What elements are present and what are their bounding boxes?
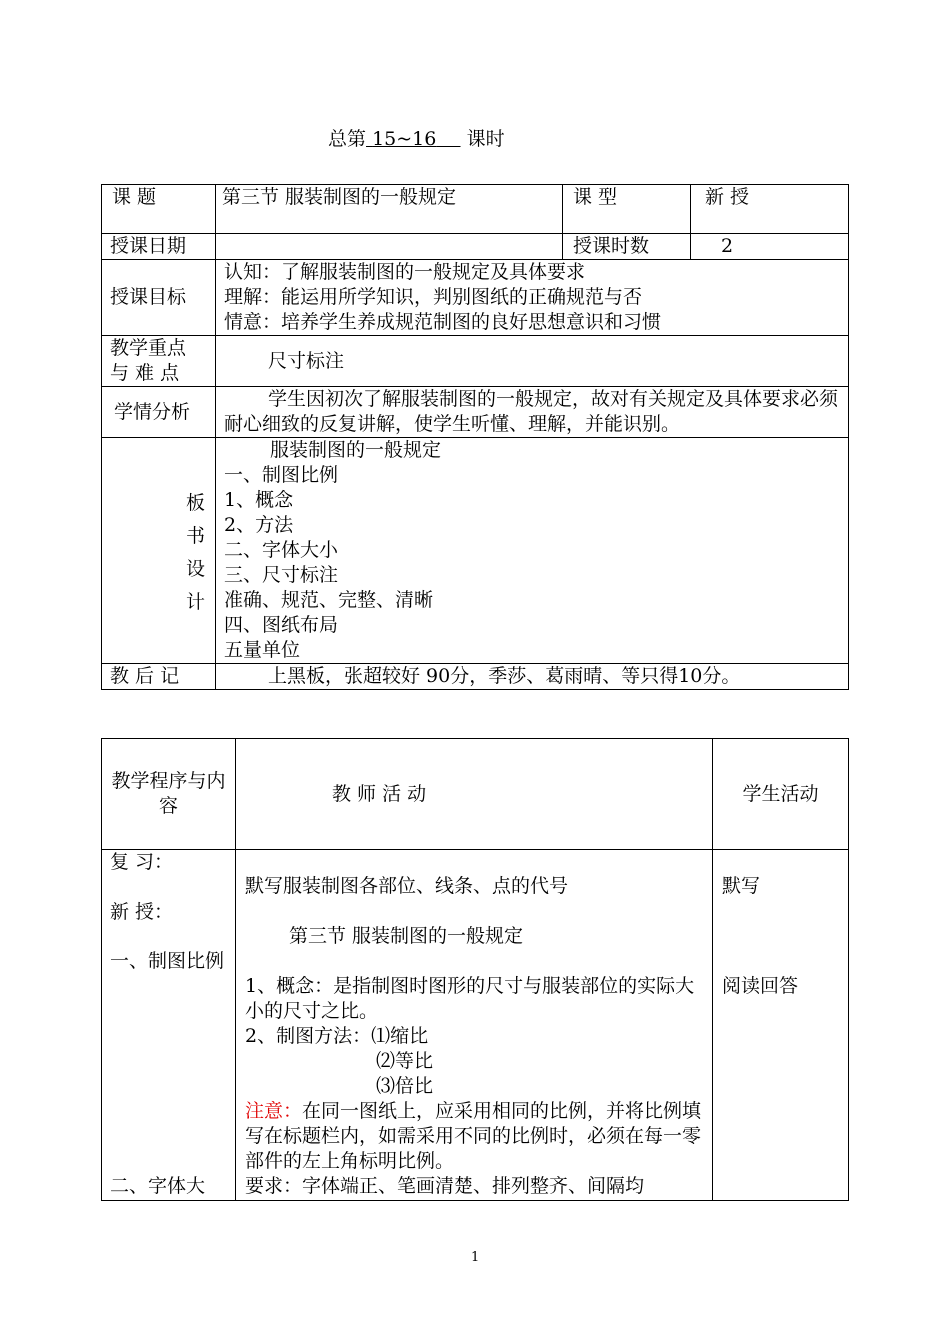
student-activity-cell bbox=[713, 850, 849, 1201]
analysis-label: 学情分析 bbox=[102, 387, 216, 438]
teacher-activity-cell bbox=[236, 850, 713, 1201]
new-lesson-label: 新 授： bbox=[110, 901, 174, 923]
page-number: 1 bbox=[471, 1250, 480, 1265]
procedure-content-cell bbox=[102, 850, 236, 1201]
title-prefix: 总第 bbox=[328, 128, 367, 150]
topic-value: 第三节 服装制图的一般规定 bbox=[216, 185, 563, 234]
topic-label: 课 题 bbox=[102, 185, 216, 234]
title-suffix: 课时 bbox=[466, 128, 505, 150]
board-line: 服装制图的一般规定 bbox=[270, 439, 442, 461]
review-task: 默写服装制图各部位、线条、点的代号 bbox=[245, 875, 569, 897]
date-value bbox=[216, 234, 563, 260]
hours-label: 授课时数 bbox=[563, 234, 691, 260]
board-line: 四、图纸布局 bbox=[224, 614, 339, 636]
note-label: 注意： bbox=[245, 1100, 303, 1122]
board-line: 2、方法 bbox=[224, 514, 294, 536]
goal-understanding: 理解：能运用所学知识，判别图纸的正确规范与否 bbox=[224, 286, 643, 308]
type-value: 新 授 bbox=[691, 185, 849, 234]
key-value: 尺寸标注 bbox=[216, 336, 849, 387]
concept-text: 1、概念：是指制图时图形的尺寸与服装部位的实际大小的尺寸之比。 bbox=[245, 975, 695, 1022]
review-label: 复 习： bbox=[110, 851, 174, 873]
student-read-answer: 阅读回答 bbox=[722, 975, 799, 997]
after-label: 教 后 记 bbox=[102, 664, 216, 690]
board-line: 五量单位 bbox=[224, 639, 301, 661]
note-paragraph bbox=[245, 1099, 707, 1174]
goal-label: 授课目标 bbox=[102, 260, 216, 336]
student-activity-header: 学生活动 bbox=[713, 739, 849, 850]
lesson-plan-table bbox=[101, 184, 849, 690]
scale-label: 一、制图比例 bbox=[110, 950, 225, 972]
font-size-label: 二、字体大 bbox=[110, 1175, 206, 1197]
procedure-table bbox=[101, 738, 849, 1201]
board-line: 三、尺寸标注 bbox=[224, 564, 339, 586]
board-line: 二、字体大小 bbox=[224, 539, 339, 561]
hours-value: 2 bbox=[691, 234, 849, 260]
date-label: 授课日期 bbox=[102, 234, 216, 260]
procedure-header: 教学程序与内容 bbox=[102, 739, 236, 850]
board-line: 1、概念 bbox=[224, 489, 294, 511]
student-dictation: 默写 bbox=[722, 875, 761, 897]
goal-affective: 情意：培养学生养成规范制图的良好思想意识和习惯 bbox=[224, 311, 662, 333]
lesson-count-title bbox=[328, 124, 505, 151]
board-design-cell bbox=[216, 438, 849, 664]
method-2: ⑵等比 bbox=[376, 1050, 434, 1072]
analysis-value: 学生因初次了解服装制图的一般规定，故对有关规定及具体要求必须耐心细致的反复讲解，使学生听懂、理解，并能识别。 bbox=[216, 387, 849, 438]
teacher-activity-header: 教 师 活 动 bbox=[236, 739, 713, 850]
board-label: 板 书 设 计 bbox=[102, 438, 216, 664]
note-text: 在同一图纸上，应采用相同的比例，并将比例填写在标题栏内，如需采用不同的比例时，必须在每一零部件的左上角标明比例。 bbox=[245, 1100, 702, 1172]
board-line: 一、制图比例 bbox=[224, 464, 339, 486]
goal-cognitive: 认知：了解服装制图的一般规定及具体要求 bbox=[224, 261, 586, 283]
board-line: 准确、规范、完整、清晰 bbox=[224, 589, 434, 611]
section-title: 第三节 服装制图的一般规定 bbox=[289, 925, 524, 947]
requirement-text: 要求：字体端正、笔画清楚、排列整齐、间隔均 bbox=[245, 1175, 645, 1197]
after-notes: 上黑板，张超较好 90分，季莎、葛雨晴、等只得10分。 bbox=[216, 664, 849, 690]
method-3: ⑶倍比 bbox=[376, 1075, 434, 1097]
lesson-number: 15~16 bbox=[372, 128, 437, 150]
goals-cell bbox=[216, 260, 849, 336]
key-label: 教学重点 与 难 点 bbox=[102, 336, 216, 387]
type-label: 课 型 bbox=[563, 185, 691, 234]
method-1: 2、制图方法：⑴缩比 bbox=[245, 1025, 429, 1047]
